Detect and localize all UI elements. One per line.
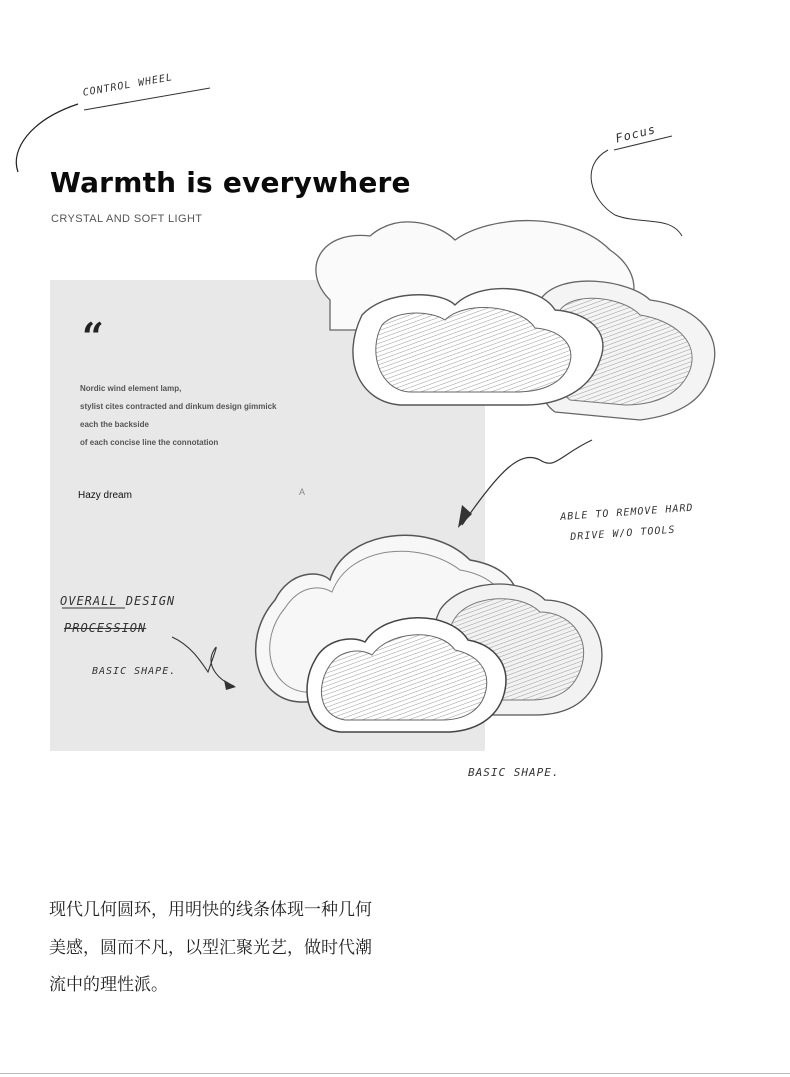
annotation-remove-line2: DRIVE W/O TOOLS	[570, 524, 676, 543]
bottom-divider	[0, 1073, 790, 1074]
annotation-remove-line1: ABLE TO REMOVE HARD	[560, 502, 694, 523]
focus-swoosh	[591, 150, 682, 236]
quote-icon: “	[82, 314, 104, 359]
tagline: Hazy dream	[78, 490, 132, 501]
top-right-cloud	[532, 281, 715, 420]
tiny-mark: A	[299, 487, 306, 497]
description-line: of each concise line the connotation	[80, 438, 219, 447]
annotation-basic-shape-2: BASIC SHAPE.	[468, 766, 560, 779]
info-panel	[50, 280, 485, 751]
annotation-control-wheel: CONTROL WHEEL	[82, 72, 174, 99]
annotation-overall-design: OVERALL DESIGN	[60, 594, 176, 608]
annotation-basic-shape-1: BASIC SHAPE.	[92, 666, 177, 677]
control-wheel-swoosh	[16, 104, 78, 172]
product-description	[80, 380, 277, 452]
description-line: each the backside	[80, 420, 149, 429]
page-title: Warmth is everywhere	[50, 166, 411, 199]
page-subtitle: CRYSTAL AND SOFT LIGHT	[51, 213, 203, 225]
annotation-focus: Focus	[614, 122, 658, 146]
description-line: stylist cites contracted and dinkum design gimmick	[80, 402, 277, 411]
body-text-line: 现代几何圆环，用明快的线条体现一种几何	[49, 900, 372, 920]
annotation-procession: PROCESSION	[64, 621, 147, 635]
description-line: Nordic wind element lamp,	[80, 384, 182, 393]
body-text-line: 流中的理性派。	[49, 975, 168, 995]
body-text-line: 美感，圆而不凡，以型汇聚光艺，做时代潮	[49, 938, 372, 958]
